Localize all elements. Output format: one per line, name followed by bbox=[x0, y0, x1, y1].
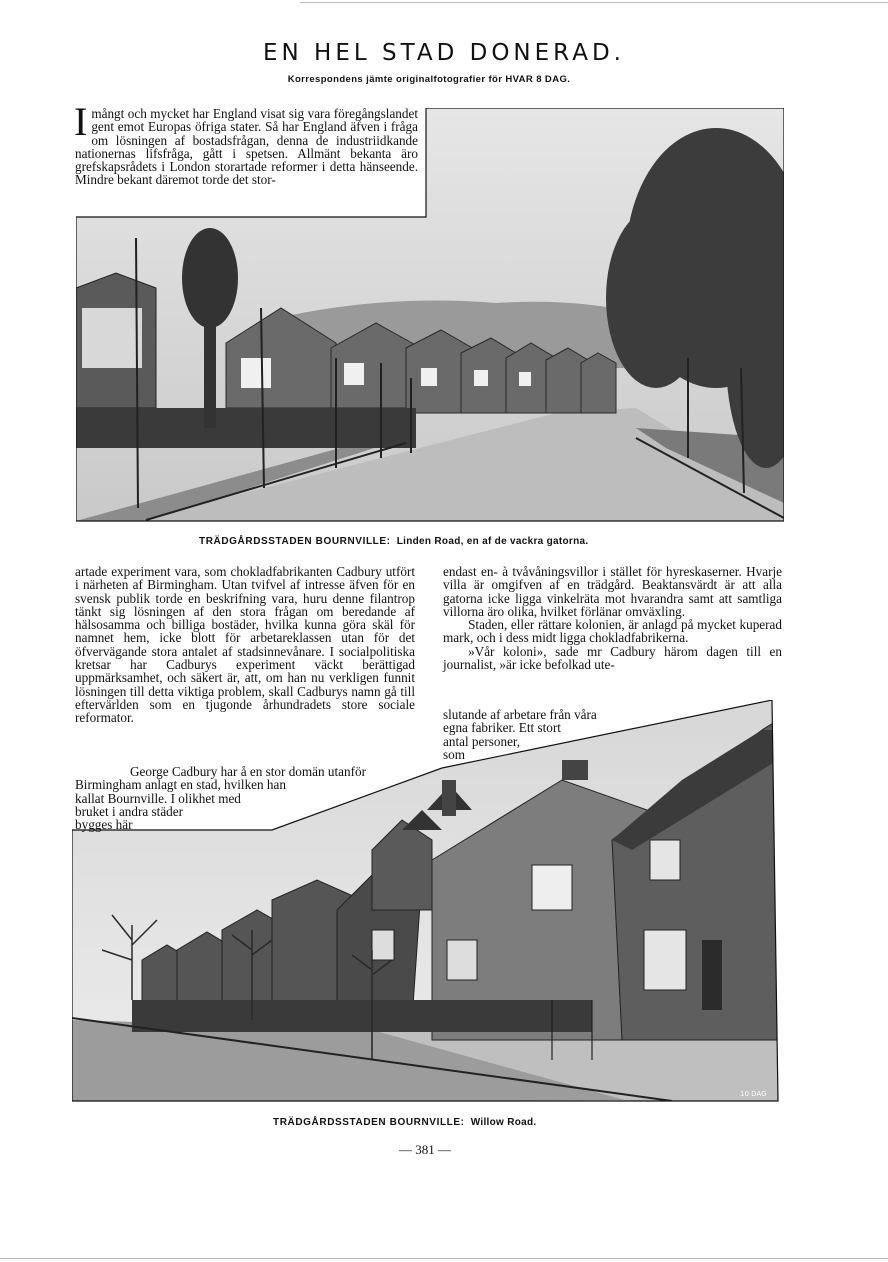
right-paragraph-2: Staden, eller rättare kolonien, är anlagd på mycket kuperad mark, och i dess midt ligga chokladfabrikerna. bbox=[443, 617, 782, 646]
right-p3-line-3: antal personer, bbox=[443, 733, 521, 749]
left-p2-line-2: Birmingham anlagt en stad, hvilken han bbox=[75, 777, 286, 793]
caption-linden-road bbox=[199, 536, 588, 547]
caption-place: TRÄDGÅRDSSTADEN BOURNVILLE: bbox=[273, 1117, 465, 1128]
right-column-continued bbox=[443, 708, 693, 761]
left-p2-line-1: George Cadbury har å en stor domän utanför bbox=[130, 764, 366, 779]
left-p2-line-4: bruket i andra städer bbox=[75, 803, 184, 819]
left-p2-line-3: kallat Bournville. I olikhet med bbox=[75, 790, 241, 806]
right-p3-line-4: som bbox=[443, 746, 465, 762]
photo-linden-road bbox=[74, 99, 784, 522]
right-p3-line-2: egna fabriker. Ett stort bbox=[443, 720, 561, 736]
drop-cap: I bbox=[74, 99, 88, 144]
left-column bbox=[75, 565, 415, 725]
caption-place: TRÄDGÅRDSSTADEN BOURNVILLE: bbox=[199, 536, 391, 547]
right-paragraph-1: endast en- à tvåvåningsvillor i stället för hyreskaserner. Hvarje villa är omgifven af en trädgård. Beaktansvärdt är att alla gatorna icke ligga vinkelräta mot hvarandra samt att samtliga villorna äro olika, hvilket förlänar omväxling. bbox=[443, 564, 782, 619]
article-title: EN HEL STAD DONERAD. bbox=[263, 40, 625, 66]
right-p3-line-1: slutande af arbetare från våra bbox=[443, 707, 597, 722]
caption-description: Willow Road. bbox=[470, 1117, 537, 1128]
caption-willow-road bbox=[273, 1117, 536, 1128]
left-paragraph-1: artade experiment vara, som chokladfabrikanten Cadbury utfört i närheten af Birmingham. Utan tvifvel af intresse äfven för en svensk publik torde en beskrifning vara, huru denne filantrop tänkt sig lösningen af den stora frågan om beredande af hälsosamma och billiga bostäder, hvilka kunna göra skäl för namnet hem, icke blott för arbetareklassen utan för det öfvervägande stora antalet af stadsinnevånare. I socialpolitiska kretsar har Cadburys experiment väckt berättigad uppmärksamhet, och säkert är, att, om han nu verkligen funnit lösningen till detta viktiga problem, skall Cadburys namn gå till eftervärlden som en tjugonde århundradets store sociale reformator. bbox=[75, 564, 415, 726]
photo-watermark: 10 DAG bbox=[740, 1090, 767, 1098]
caption-description: Linden Road, en af de vackra gatorna. bbox=[396, 536, 589, 547]
article-subtitle: Korrespondens jämte originalfotografier för HVAR 8 DAG. bbox=[287, 74, 571, 85]
left-column-continued bbox=[75, 765, 415, 831]
intro-text: mångt och mycket har England visat sig vara föregångslandet gent emot Europas öfriga stater. Så har England äfven i fråga om lösningen af bostadsfrågan, denna de industriidkande nationernas lifsfråga, gått i spetsen. Allmänt bekanta äro grefskapsrådets i London storartade reformer i detta hänseende. Mindre bekant däremot torde det stor- bbox=[75, 106, 418, 188]
right-column bbox=[443, 565, 782, 671]
scan-edge-bottom bbox=[0, 1258, 888, 1259]
scan-edge-top bbox=[300, 2, 888, 3]
left-p2-line-5: bygges här bbox=[75, 817, 133, 833]
page-number: — 381 — bbox=[399, 1142, 451, 1157]
right-paragraph-3: »Vår koloni», sade mr Cadbury härom dagen till en journalist, »är icke befolkad ute- bbox=[443, 643, 782, 673]
